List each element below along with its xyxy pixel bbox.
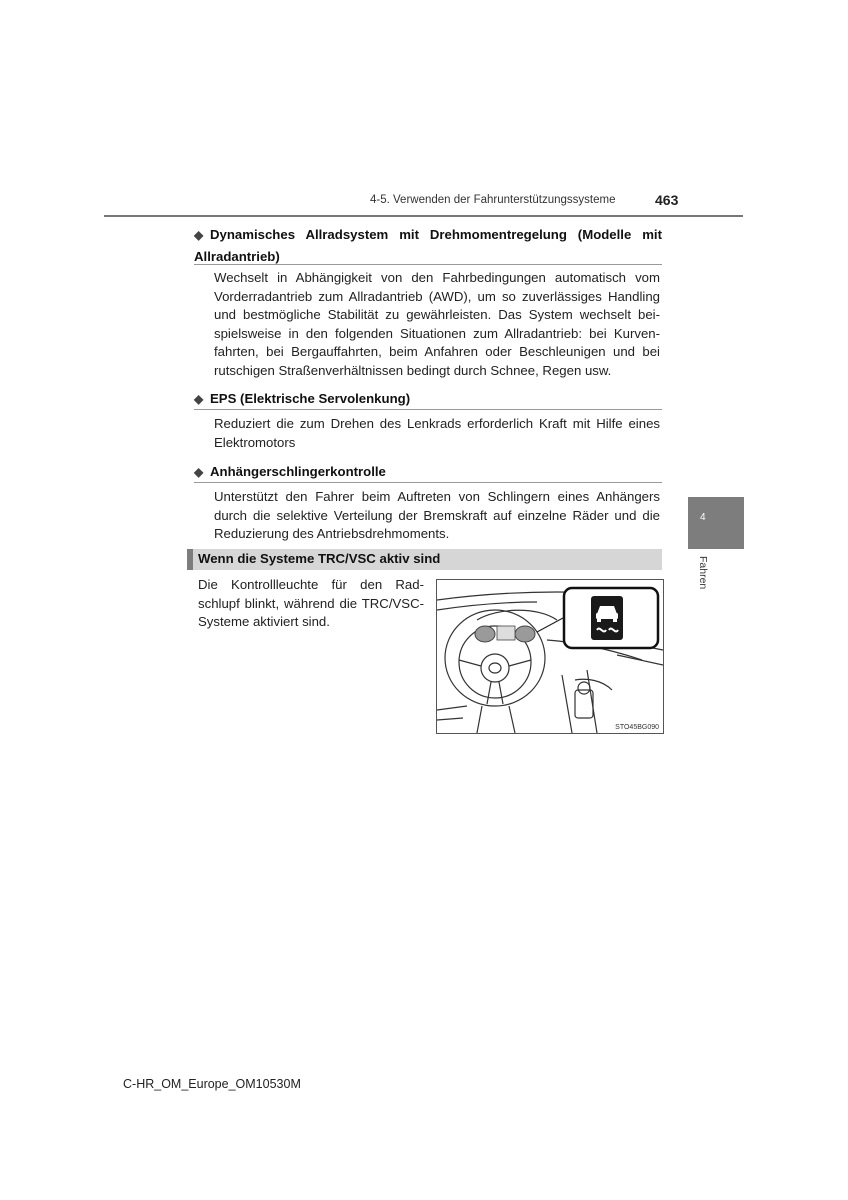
section-separator	[194, 409, 662, 410]
document-code: C-HR_OM_Europe_OM10530M	[123, 1077, 301, 1091]
section-heading-text: Anhängerschlingerkontrolle	[210, 464, 386, 479]
chapter-tab-label: Fahren	[697, 556, 709, 590]
indicator-description: Die Kontrollleuchte für den Rad-schlupf blinkt, während die TRC/VSC-Systeme aktiviert sind.	[198, 577, 424, 630]
section-heading-text: Dynamisches Allradsystem mit Drehmomentregelung (Modelle mit Allradantrieb)	[194, 227, 662, 264]
section-body-allrad: Wechselt in Abhängigkeit von den Fahrbedingungen automatisch vom Vorderradantrieb zum Allradantrieb (AWD), um so zuverlässiges Handling und bestmögliche Stabilität zu gewährleisten. Das System wechselt bei-spielsweise in den folgenden Situationen zum Allradantrieb: bei Kurven-fahrten, bei Bergauffahrten, beim Anfahren oder Beschleunigen und bei rutschigen Straßenverhältnissen bedingt durch Schnee, Regen usw.	[214, 270, 660, 378]
section-heading-trailer	[194, 461, 662, 483]
section-heading-allrad	[194, 224, 662, 267]
diamond-bullet-icon: ◆	[194, 228, 204, 242]
diamond-bullet-icon: ◆	[194, 465, 204, 479]
dashboard-illustration	[436, 579, 664, 734]
chapter-tab-number: 4	[700, 512, 706, 523]
page-number: 463	[655, 192, 679, 208]
illustration-code: STO45BG090	[615, 724, 659, 731]
section-separator	[194, 482, 662, 483]
section-heading-text: EPS (Elektrische Servolenkung)	[210, 391, 411, 406]
subsection-bar-accent	[187, 549, 193, 570]
running-header-section: 4-5. Verwenden der Fahrunterstützungssysteme	[370, 194, 616, 206]
section-heading-eps	[194, 388, 662, 410]
subsection-title: Wenn die Systeme TRC/VSC aktiv sind	[198, 551, 441, 566]
chapter-tab	[688, 497, 744, 549]
slip-indicator-icon	[591, 596, 623, 640]
section-separator	[194, 264, 662, 265]
section-body-trailer: Unterstützt den Fahrer beim Auftreten von Schlingern eines Anhängers durch die selektive Verteilung der Bremskraft auf einzelne Räder und die Reduzierung des Antriebsdrehmoments.	[214, 489, 660, 542]
section-body-eps: Reduziert die zum Drehen des Lenkrads erforderlich Kraft mit Hilfe eines Elektromotors	[214, 416, 660, 450]
dashboard-drawing	[437, 580, 663, 733]
diamond-bullet-icon: ◆	[194, 392, 204, 406]
header-rule	[104, 215, 743, 217]
